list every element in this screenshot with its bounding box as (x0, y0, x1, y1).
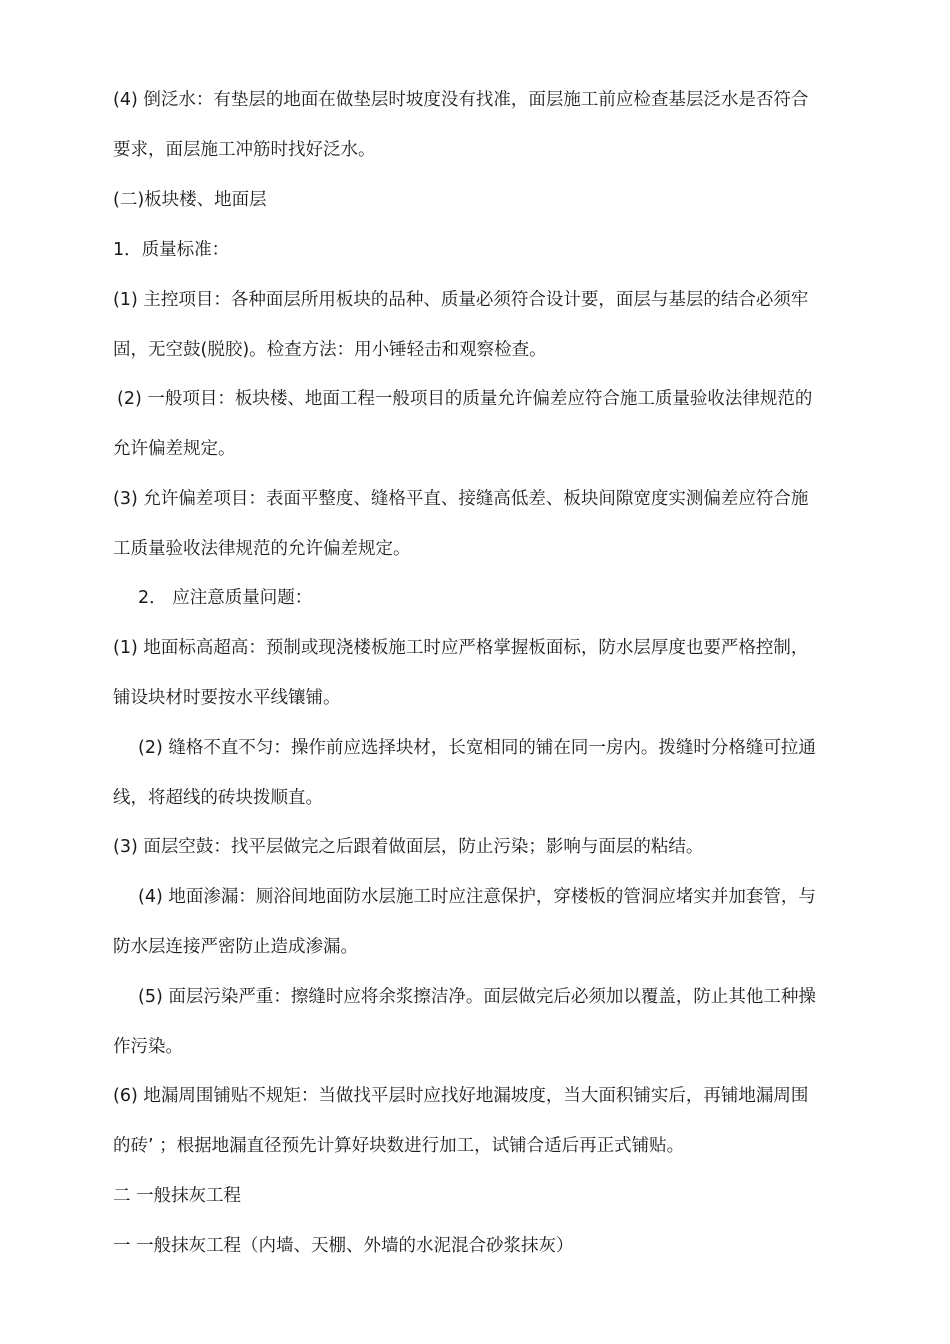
paragraph-line: 作污染。 (113, 1037, 183, 1057)
paragraph-line: 防水层连接严密防止造成渗漏。 (113, 937, 358, 957)
paragraph-line: (2) 缝格不直不匀：操作前应选择块材，长宽相同的铺在同一房内。拨缝时分格缝可拉通 (138, 738, 816, 758)
section-heading: (二)板块楼、地面层 (113, 190, 267, 210)
paragraph-line: (1) 主控项目：各种面层所用板块的品种、质量必须符合设计要，面层与基层的结合必须牢 (113, 290, 809, 310)
paragraph-line: (2) 一般项目：板块楼、地面工程一般项目的质量允许偏差应符合施工质量验收法律规范的 (117, 389, 813, 409)
paragraph-line: (4) 地面渗漏：厕浴间地面防水层施工时应注意保护，穿楼板的管洞应堵实并加套管，与 (138, 887, 816, 907)
paragraph-line: (5) 面层污染严重：擦缝时应将余浆擦洁净。面层做完后必须加以覆盖，防止其他工种操 (138, 987, 816, 1007)
paragraph-line: (6) 地漏周围铺贴不规矩：当做找平层时应找好地漏坡度，当大面积铺实后，再铺地漏周围 (113, 1086, 809, 1106)
paragraph-line: (4) 倒泛水：有垫层的地面在做垫层时坡度没有找准，面层施工前应检查基层泛水是否符合 (113, 90, 809, 110)
subsection-heading: 1．质量标准： (113, 240, 230, 260)
paragraph-line: 固，无空鼓(脱胶)。检查方法：用小锤轻击和观察检查。 (113, 340, 547, 360)
paragraph-line: (3) 面层空鼓：找平层做完之后跟着做面层，防止污染；影响与面层的粘结。 (113, 837, 704, 857)
paragraph-line: 铺设块材时要按水平线镶铺。 (113, 688, 341, 708)
subsection-heading: 2． 应注意质量问题： (138, 588, 313, 608)
paragraph-line: 工质量验收法律规范的允许偏差规定。 (113, 539, 411, 559)
paragraph-line: (1) 地面标高超高：预制或现浇楼板施工时应严格掌握板面标，防水层厚度也要严格控制， (113, 638, 809, 658)
paragraph-line: 线，将超线的砖块拨顺直。 (113, 788, 323, 808)
section-heading: 二 一般抹灰工程 (113, 1186, 242, 1206)
paragraph-line: 允许偏差规定。 (113, 439, 236, 459)
section-heading: 一 一般抹灰工程（内墙、天棚、外墙的水泥混合砂浆抹灰） (113, 1236, 574, 1256)
paragraph-line: (3) 允许偏差项目：表面平整度、缝格平直、接缝高低差、板块间隙宽度实测偏差应符合施 (113, 489, 809, 509)
paragraph-line: 要求，面层施工冲筋时找好泛水。 (113, 140, 376, 160)
paragraph-line: 的砖’ ；根据地漏直径预先计算好块数进行加工，试铺合适后再正式铺贴。 (113, 1136, 685, 1156)
